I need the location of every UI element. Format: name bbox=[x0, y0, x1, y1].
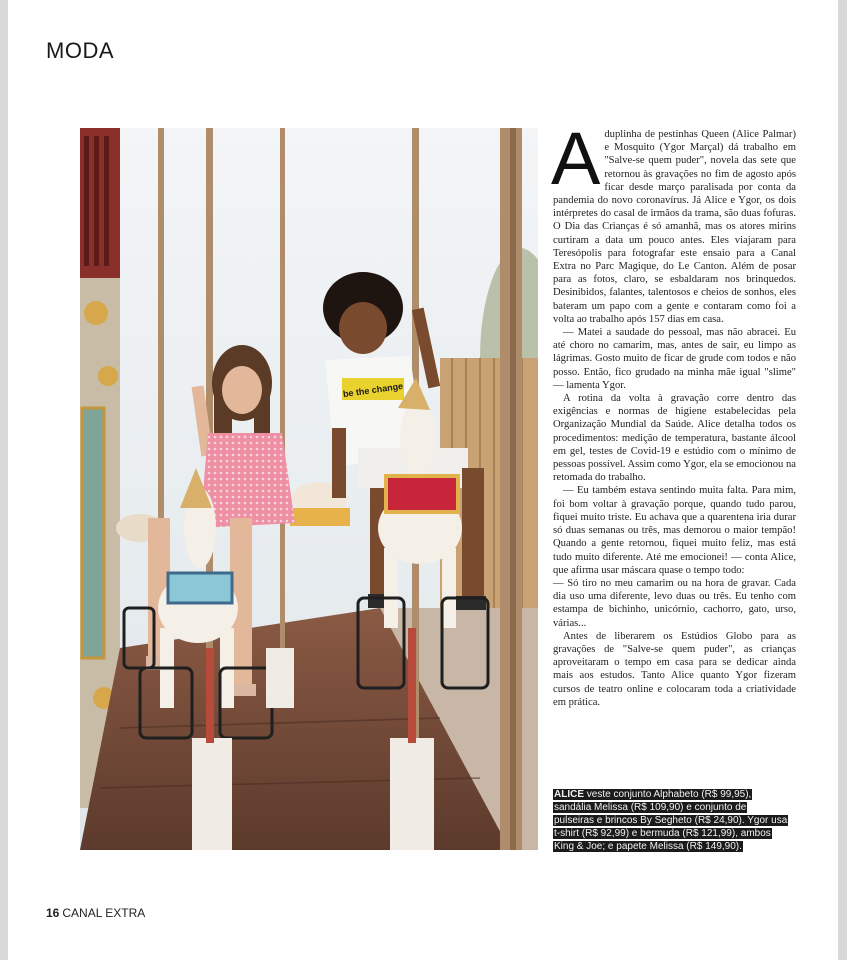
article-paragraph: — Só tiro no meu camarim ou na hora de gravar. Cada dia uso uma diferente, levo duas ou três. Eu tenho com estampa de bichinho, unicórnio, cachorro, gato, urso, várias... bbox=[553, 577, 796, 629]
photo-caption bbox=[553, 788, 788, 853]
article-paragraph: A rotina da volta à gravação corre dentro das exigências e normas de higiene estabelecidas pela Organização Mundial da Saúde. Alice detalha todos os procedimentos: medição de temperatura, bastante álcool em gel, testes de Covid-19 e estúdio com o mínimo de pessoas possível. Assim como Ygor, ela se emocionou na retomada do trabalho. bbox=[553, 393, 796, 484]
page-number: 16 bbox=[46, 906, 60, 920]
caption-lead: ALICE bbox=[554, 789, 584, 800]
shirt-print: be the change bbox=[342, 380, 404, 400]
article-paragraph: — Matei a saudade do pessoal, mas não abracei. Eu até choro no camarim, mas, antes de sair, eu limpo as lágrimas. Gosto muito de ficar de grude com todos e não posso. Então, fico grudado na minha mãe igual "slime" — lamenta Ygor. bbox=[553, 327, 796, 391]
drop-cap: A bbox=[551, 117, 601, 200]
article-paragraph: — Eu também estava sentindo muita falta. Para mim, foi bom voltar à gravação porque, quando tudo parou, fiquei muito triste. Eu achava que a quarentena iria durar só duas semanas ou três, mas demorou o maior tempão! Quando a gente retornou, fiquei muito feliz, mas está tudo muito diferente. Até me emocionei! — conta Alice, que afirma usar máscara quase o tempo todo: bbox=[553, 485, 796, 576]
article-paragraph: Antes de liberarem os Estúdios Globo para as gravações de "Salve-se quem puder", as crianças aproveitaram o tempo em casa para se dedicar ainda mais aos estudos. Tanto Alice quanto Ygor fizeram cursos de teatro online e colocaram toda a criatividade em prática. bbox=[553, 630, 796, 708]
page-footer bbox=[46, 906, 145, 920]
carousel-photo bbox=[80, 128, 538, 850]
magazine-page bbox=[8, 0, 838, 960]
article-body bbox=[551, 117, 796, 709]
caption-text: veste conjunto Alphabeto (R$ 99,95), sandália Melissa (R$ 109,90) e conjunto de pulseiras e brincos By Segheto (R$ 24,90). Ygor usa t-shirt (R$ 92,99) e bermuda (R$ 121,99), ambos King & Joe; e papete Melissa (R$ 149,90). bbox=[554, 789, 788, 852]
article-paragraph: duplinha de pestinhas Queen (Alice Palmar) e Mosquito (Ygor Marçal) dá trabalho em "Salve-se quem puder", novela das sete que retornou às gravações no fim de agosto após ficar desde março paralisada por conta da pandemia do novo coronavírus. Já Alice e Ygor, os dois intérpretes do casal de irmãos da trama, são duas fofuras. O Dia das Crianças é só amanhã, mas os atores mirins curtiram a data um pouco antes. Eles viajaram para Teresópolis para fotografar este ensaio para a Canal Extra no Parc Magique, do Le Canton. Além de posar para as fotos, claro, se esbaldaram nos brinquedos. Desinibidos, falantes, talentosos e cheios de sonhos, eles bateram um papo com a gente e contaram como foi a volta ao trabalho após 157 dias em casa. bbox=[553, 129, 796, 325]
section-label: MODA bbox=[46, 38, 114, 63]
publication-name: CANAL EXTRA bbox=[62, 906, 146, 920]
